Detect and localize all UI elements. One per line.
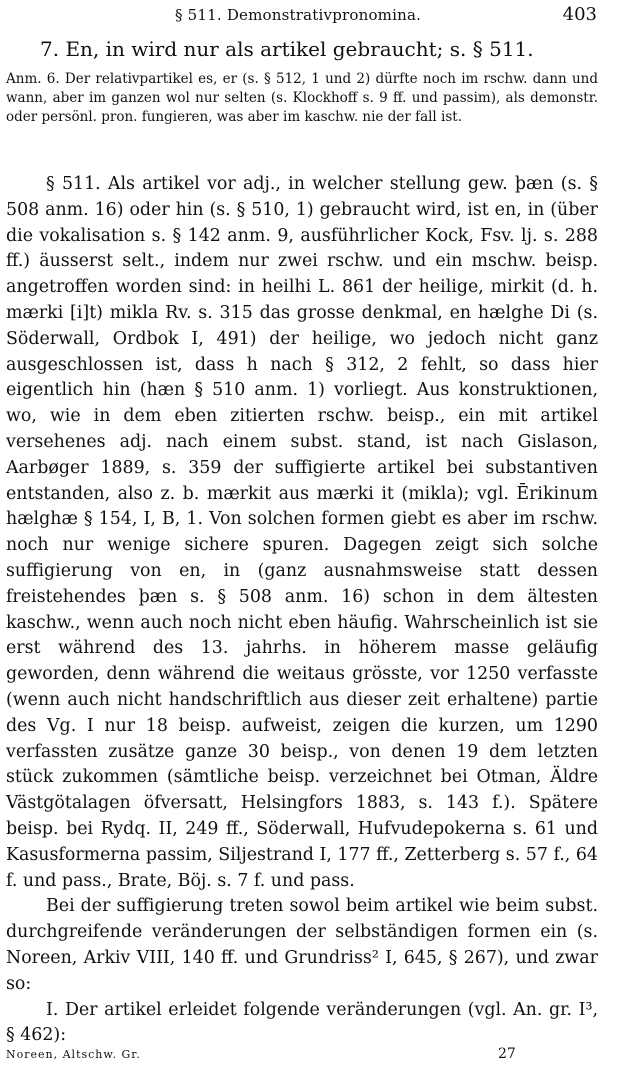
page-number: 403 [562, 4, 597, 25]
page-footer [6, 1048, 598, 1064]
sheet-signature: Noreen, Altschw. Gr. [6, 1048, 141, 1061]
paragraph-1: § 511. Als artikel vor adj., in welcher stellung gew. þæn (s. § 508 anm. 16) oder hin (s. § 510, 1) gebraucht wird, ist en, in (über die vokalisation s. § 142 anm. 9, ausführlicher Kock, Fsv. lj. s. 288 ff.) äusserst selt., indem nur zwei rschw. und ein mschw. beisp. angetroffen worden sind: in heilhi L. 861 der heilige, mirkit (d. h. mærki [i]t) mikla Rv. s. 315 das grosse denkmal, en hælghe Di (s. Söderwall, Ordbok I, 491) der heilige, wo jedoch nicht ganz ausgeschlossen ist, dass h nach § 312, 2 fehlt, so dass hier eigentlich hin (hæn § 510 anm. 1) vorliegt. Aus konstruktionen, wo, wie in dem eben zitierten rschw. beisp., ein mit artikel versehenes adj. nach einem subst. stand, ist nach Gislason, Aarbøger 1889, s. 359 der suffigierte artikel bei substantiven entstanden, also z. b. mærkit aus mærki it (mikla); vgl. Ērikinum hælghæ § 154, I, B, 1. Von solchen formen giebt es aber im rschw. noch nur wenige sichere spuren. Dagegen zeigt sich solche suffigierung von en, in (ganz ausnahmsweise statt dessen freistehendes þæn s. § 508 anm. 16) schon in dem ältesten kaschw., wenn auch noch nicht eben häufig. Wahrscheinlich ist sie erst während des 13. jahrhs. in höherem masse geläufig geworden, denn während die weitaus grösste, vor 1250 verfasste (wenn auch nicht handschriftlich aus dieser zeit erhaltene) partie des Vg. I nur 18 beisp. aufweist, zeigen die kurzen, um 1290 verfassten zusätze ganze 30 beisp., von denen 19 dem letzten stück zukommen (sämtliche beisp. verzeichnet bei Otman, Äldre Västgötalagen öfversatt, Helsingfors 1883, s. 143 f.). Spätere beisp. bei Rydq. II, 249 ff., Söderwall, Hufvudepokerna s. 61 und Kasusformerna passim, Siljestrand I, 177 ff., Zetterberg s. 57 f., 64 f. und pass., Brate, Böj. s. 7 f. und pass. [6, 174, 598, 891]
running-head [0, 4, 621, 26]
anmerkung-6: Anm. 6. Der relativpartikel es, er (s. § 512, 1 und 2) dürfte noch im rschw. dann und wann, aber im ganzen wol nur selten (s. Klockhoff s. 9 ff. und passim), als demonstr. oder persönl. pron. fungieren, was aber im kaschw. nie der fall ist. [6, 71, 598, 125]
section-511 [6, 172, 598, 1049]
rule-7: 7. En, in wird nur als artikel gebraucht; s. § 511. [40, 37, 534, 61]
running-title: § 511. Demonstrativpronomina. [175, 6, 422, 24]
paragraph-3: I. Der artikel erleidet folgende veränderungen (vgl. An. gr. I³, § 462): [6, 999, 598, 1046]
paragraph-2: Bei der suffigierung treten sowol beim artikel wie beim subst. durchgreifende veränderungen der selbständigen formen ein (s. Noreen, Arkiv VIII, 140 ff. und Grundriss² I, 645, § 267), und zwar so: [6, 896, 598, 994]
sheet-number: 27 [498, 1046, 516, 1062]
